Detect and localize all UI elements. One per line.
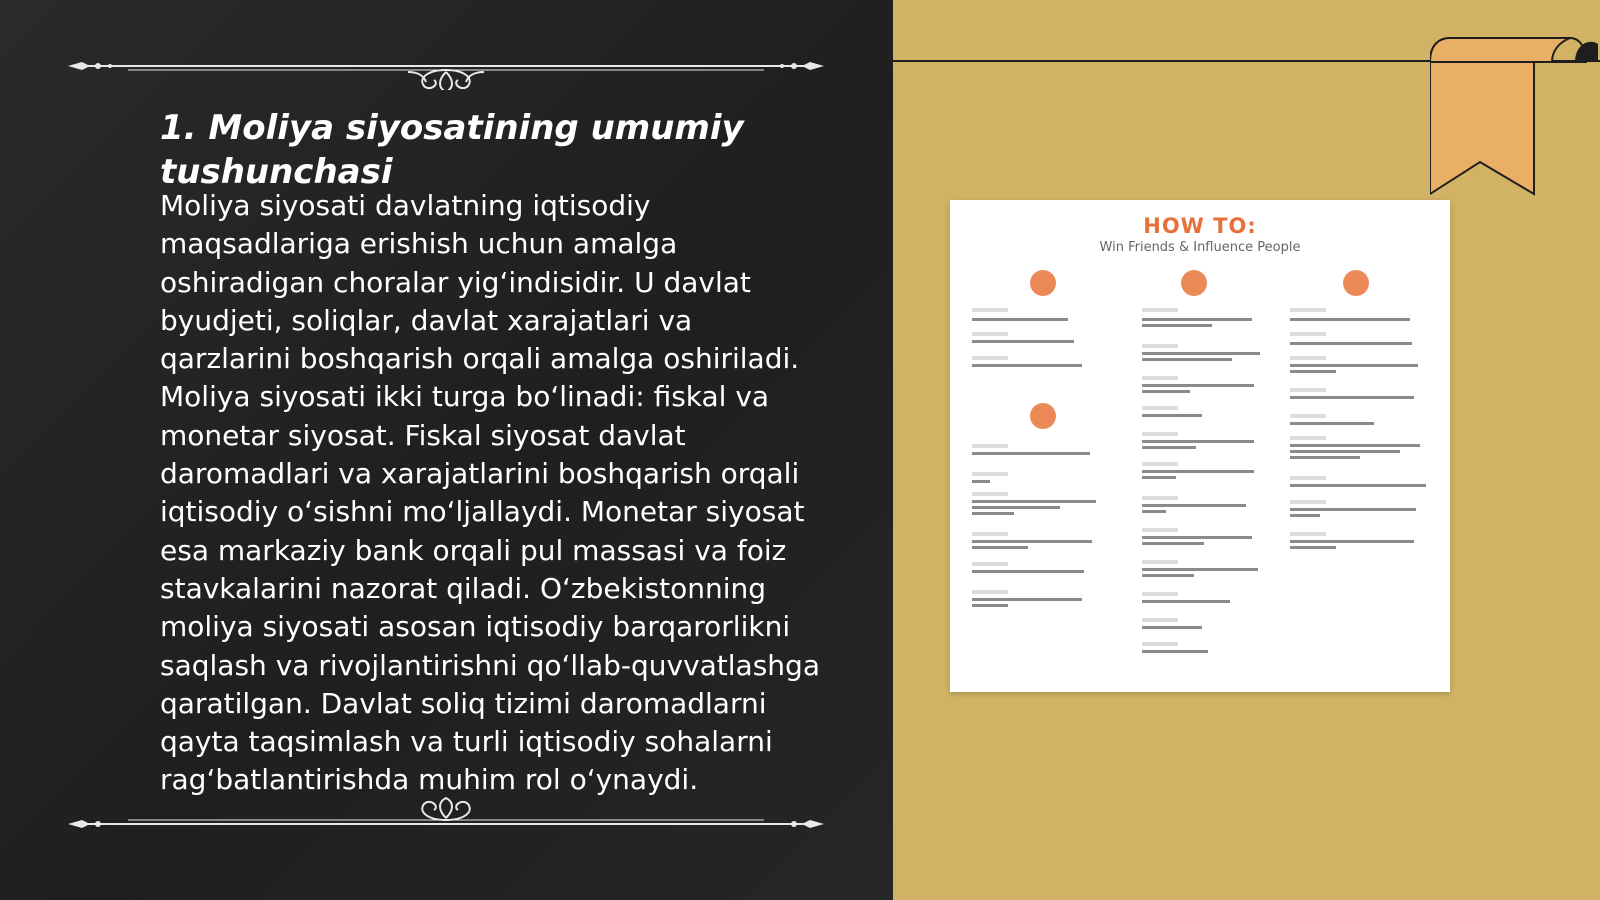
poster-illegible-text bbox=[950, 200, 1450, 692]
slide-title: 1. Moliya siyosatining umumiy tushunchasi bbox=[160, 108, 744, 192]
poster-heading: HOW TO: bbox=[1143, 214, 1257, 238]
poster-subheading: Win Friends & Influence People bbox=[1099, 240, 1301, 255]
top-ornament-divider bbox=[68, 40, 824, 90]
poster-image bbox=[950, 200, 1450, 692]
bookmark-ribbon-icon bbox=[1430, 34, 1600, 204]
slide-body-text: Moliya siyosati davlatning iqtisodiy maqsadlariga erishish uchun amalga oshiradigan choralar yig‘indisidir. U davlat byudjeti, soliqlar, davlat xarajatlari va qarzlarini boshqarish orqali amalga oshiriladi. Moliya siyosati ikki turga bo‘linadi: fiskal va monetar siyosat. Fiskal siyosat davlat daromadlari va xarajatlarini boshqarish orqali iqtisodiy o‘sishni mo‘ljallaydi. Monetar siyosat esa markaziy bank orqali pul massasi va foiz stavkalarini nazorat qiladi. O‘zbekistonning moliya siyosati asosan iqtisodiy barqarorlikni saqlash va rivojlantirishni qo‘llab-quvvatlashga qaratilgan. Davlat soliq tizimi daromadlarni qayta taqsimlash va turli iqtisodiy sohalarni rag‘batlantirishda muhim rol o‘ynaydi. bbox=[160, 189, 820, 797]
